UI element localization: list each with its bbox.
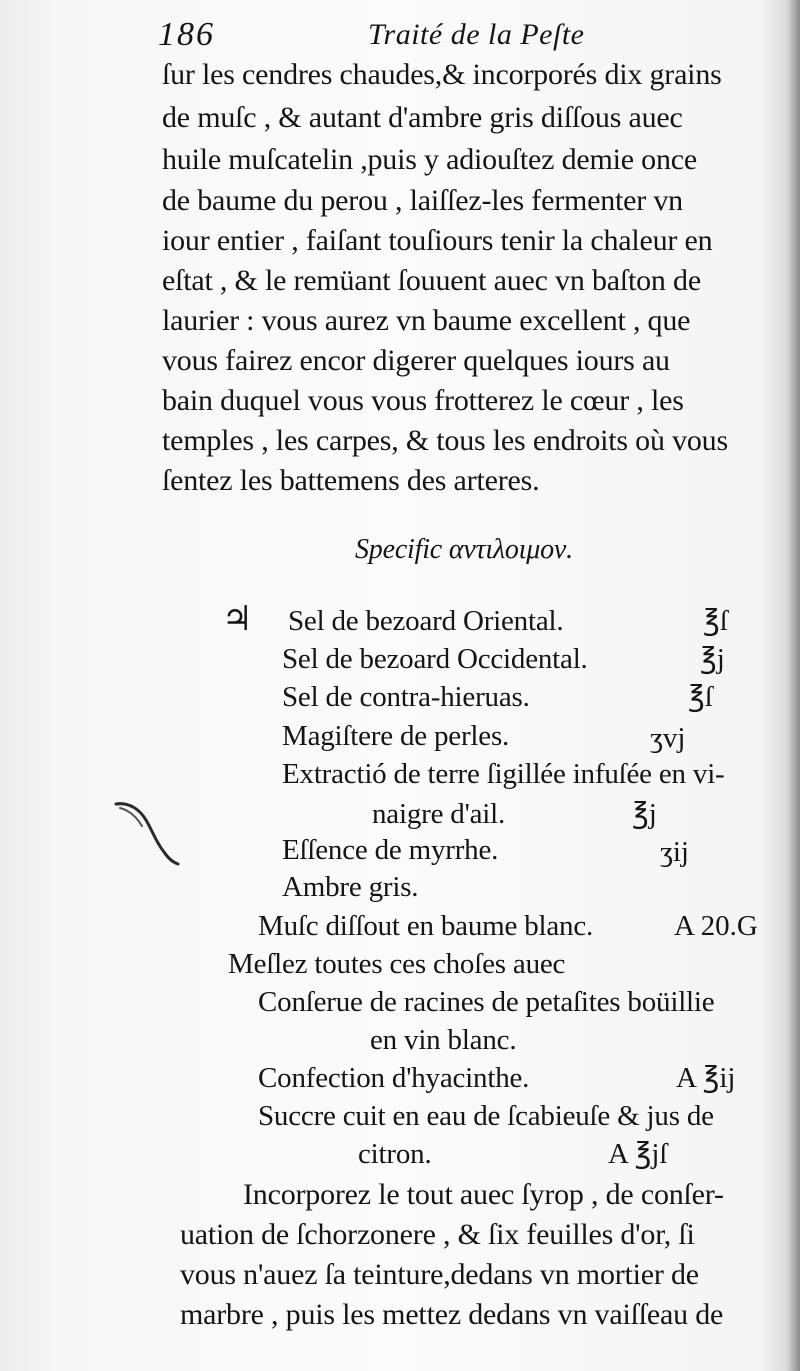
text-line: uation de ſchorzonere , & ſix feuilles d'or, ſi — [180, 1218, 695, 1251]
with-item: Succre cuit en eau de ſcabieuſe & jus de — [258, 1100, 714, 1132]
ingredient-name: Sel de bezoard Occidental. — [282, 643, 588, 675]
text-line: vous fairez encor digerer quelques iours au — [162, 344, 670, 377]
ingredient-qty: ℥ſ — [703, 605, 728, 637]
text-line: iour entier , faiſant touſiours tenir la chaleur en — [162, 224, 713, 257]
ingredient-name: Ambre gris. — [282, 871, 419, 903]
text-line: marbre , puis les mettez dedans vn vaiſſeau de — [180, 1298, 724, 1331]
with-item: citron. — [358, 1138, 432, 1170]
text-line: vous n'auez ſa teinture,dedans vn mortier de — [180, 1258, 699, 1291]
ingredient-name: Extractió de terre ſigillée infuſée en vi- — [282, 758, 725, 790]
ingredient-qty: ʒvj — [650, 722, 686, 754]
ingredient-name: naigre d'ail. — [372, 798, 506, 830]
with-item-qty: A ℥ij — [676, 1062, 736, 1094]
ingredient-qty: A 20.G — [674, 910, 758, 942]
text-line: de baume du perou , laiſſez-les fermenter vn — [162, 184, 683, 217]
with-item: en vin blanc. — [370, 1024, 517, 1056]
text-line: ſentez les battemens des arteres. — [162, 464, 540, 497]
running-title: Traité de la Peſte — [368, 18, 585, 51]
with-item: Conſerue de racines de petaſites boüillie — [258, 986, 715, 1018]
ingredient-qty: ℥ſ — [688, 681, 713, 713]
text-line: Incorporez le tout auec ſyrop , de conſer- — [243, 1178, 724, 1211]
with-item-qty: A ℥jſ — [608, 1138, 668, 1170]
with-item: Confection d'hyacinthe. — [258, 1062, 530, 1094]
ingredient-name: Sel de contra-hieruas. — [282, 681, 530, 713]
text-line: bain duquel vous vous frotterez le cœur , les — [162, 384, 684, 417]
text-line: de muſc , & autant d'ambre gris diſſous auec — [162, 101, 683, 134]
text-line: eſtat , & le remüant ſouuent auec vn baſton de — [162, 264, 701, 297]
ingredient-name: Sel de bezoard Oriental. — [288, 605, 564, 637]
ingredient-qty: ℥j — [632, 798, 657, 830]
ink-smudge-mark — [112, 798, 182, 868]
page-number: 186 — [158, 16, 215, 53]
text-line: temples , les carpes, & tous les endroits où vous — [162, 424, 728, 457]
recipe-heading: Specific αντιλοιμον. — [355, 534, 573, 565]
mix-instruction: Meſlez toutes ces choſes auec — [228, 948, 566, 980]
ingredient-name: Eſſence de myrrhe. — [282, 834, 499, 866]
jupiter-recipe-symbol: ♃ — [222, 599, 253, 639]
text-line: laurier : vous aurez vn baume excellent , que — [162, 304, 691, 337]
ingredient-name: Magiſtere de perles. — [282, 720, 510, 752]
page-edge-shadow — [786, 0, 800, 1371]
ingredient-qty: ℥j — [700, 643, 725, 675]
ingredient-qty: ʒij — [660, 836, 689, 868]
text-line: ſur les cendres chaudes,& incorporés dix grains — [162, 58, 722, 91]
ingredient-name: Muſc diſſout en baume blanc. — [258, 910, 594, 942]
text-line: huile muſcatelin ,puis y adiouſtez demie once — [162, 143, 697, 176]
